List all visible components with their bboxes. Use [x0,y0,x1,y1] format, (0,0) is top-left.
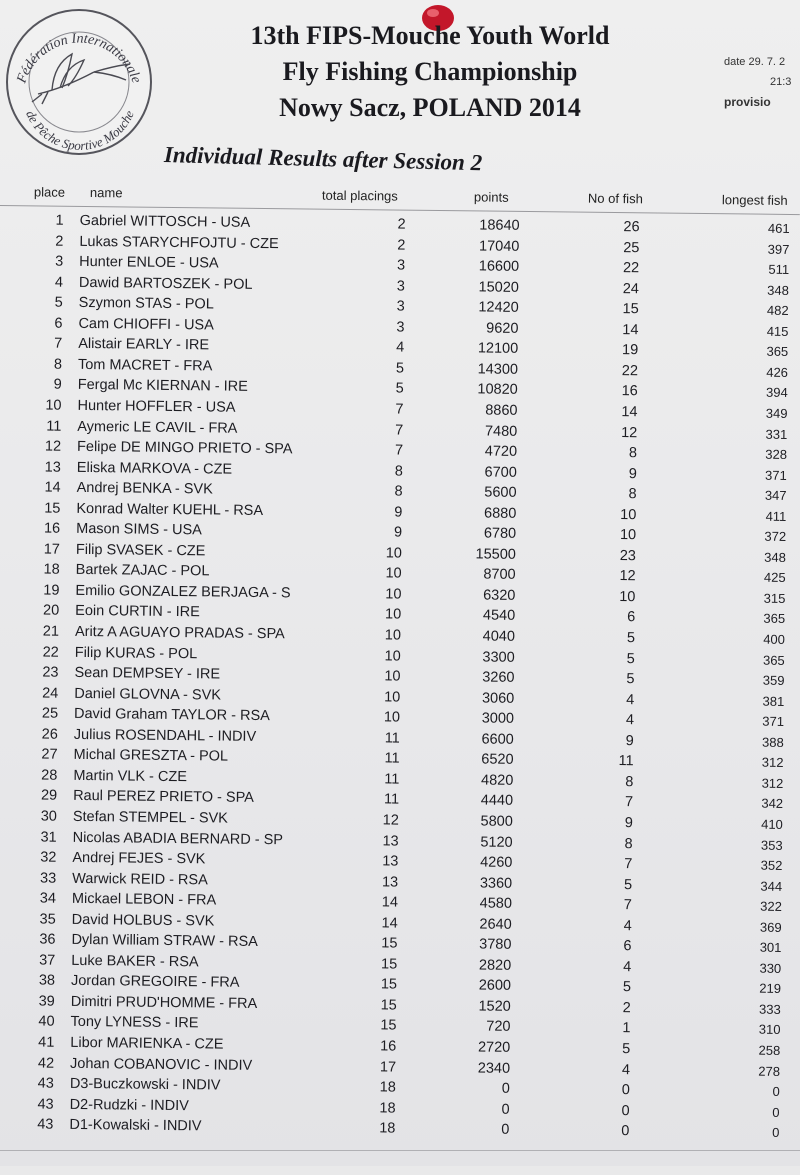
column-header-longest-fish: longest fish [721,192,788,208]
name-cell: Sean DEMPSEY - IRE [74,664,221,683]
name-cell: Fergal Mc KIERNAN - IRE [77,377,248,396]
longest-fish-cell: 353 [760,837,783,853]
longest-fish-cell: 365 [762,652,785,668]
longest-fish-cell: 371 [765,467,787,483]
total-placings-cell: 11 [384,730,400,747]
points-cell: 2640 [479,916,512,933]
place-cell: 9 [53,377,62,394]
name-cell: Cam CHIOFFI - USA [78,315,214,334]
points-cell: 6780 [483,525,517,543]
longest-fish-cell: 0 [772,1083,780,1099]
longest-fish-cell: 219 [759,981,782,997]
longest-fish-cell: 371 [762,713,785,730]
total-placings-cell: 10 [384,647,401,665]
name-cell: Tom MACRET - FRA [77,356,213,375]
fish-count-cell: 6 [627,609,636,626]
total-placings-cell: 14 [381,915,398,932]
fish-count-cell: 4 [623,958,632,976]
total-placings-cell: 2 [397,216,406,233]
fish-count-cell: 2 [622,1000,631,1017]
place-cell: 10 [45,397,62,414]
points-cell: 0 [501,1080,510,1097]
longest-fish-cell: 312 [761,754,784,771]
longest-fish-cell: 411 [765,508,787,524]
place-cell: 3 [55,253,64,270]
provisional-status: provisio [724,95,771,109]
total-placings-cell: 10 [385,586,402,603]
fish-count-cell: 4 [625,712,635,729]
name-cell: Michal GRESZTA - POL [73,747,229,765]
longest-fish-cell: 315 [763,590,786,606]
fish-count-cell: 8 [628,486,637,503]
name-cell: Julius ROSENDAHL - INDIV [73,726,257,745]
place-cell: 31 [40,829,57,846]
fish-count-cell: 4 [623,917,632,934]
fish-count-cell: 5 [626,671,635,688]
total-placings-cell: 15 [381,935,398,952]
longest-fish-cell: 394 [765,385,788,401]
total-placings-cell: 10 [384,689,401,706]
longest-fish-cell: 359 [762,672,785,689]
points-cell: 14300 [477,361,519,378]
name-cell: Alistair EARLY - IRE [78,336,210,354]
points-cell: 8860 [485,402,518,419]
name-cell: Filip SVASEK - CZE [75,541,206,560]
total-placings-cell: 10 [384,606,402,624]
total-placings-cell: 13 [381,873,399,891]
fish-count-cell: 9 [624,815,633,832]
points-cell: 4540 [482,607,516,625]
longest-fish-cell: 312 [761,775,784,791]
fish-count-cell: 9 [625,732,634,749]
points-cell: 4580 [479,895,513,912]
name-cell: Gabriel WITTOSCH - USA [79,212,251,231]
fish-count-cell: 1 [622,1020,631,1037]
fish-count-cell: 0 [621,1123,630,1140]
longest-fish-cell: 397 [767,241,790,257]
name-cell: Daniel GLOVNA - SVK [74,685,222,704]
name-cell: Martin VLK - CZE [73,767,188,786]
longest-fish-cell: 352 [760,857,783,873]
points-cell: 10820 [477,381,518,399]
place-cell: 6 [54,315,63,332]
place-cell: 38 [38,972,56,990]
total-placings-cell: 7 [395,401,404,418]
total-placings-cell: 10 [384,627,402,644]
name-cell: Szymon STAS - POL [78,295,214,313]
longest-fish-cell: 330 [759,960,782,976]
name-cell: Warwick REID - RSA [72,870,208,888]
fish-count-cell: 15 [622,301,639,318]
points-cell: 6320 [483,587,516,604]
place-cell: 26 [41,726,58,743]
points-cell: 3060 [481,690,515,707]
points-cell: 15500 [475,546,516,563]
total-placings-cell: 3 [396,278,406,295]
total-placings-cell: 9 [394,504,403,521]
longest-fish-cell: 347 [764,487,787,504]
fish-count-cell: 7 [624,856,633,873]
fish-count-cell: 5 [622,979,632,996]
place-cell: 29 [40,787,58,805]
points-cell: 3300 [482,649,515,666]
fish-count-cell: 7 [624,794,634,811]
fish-count-cell: 6 [623,938,632,955]
name-cell: Mason SIMS - USA [76,521,202,539]
place-cell: 14 [44,479,61,496]
fish-count-cell: 25 [623,239,640,256]
place-cell: 1 [55,212,64,229]
name-cell: Stefan STEMPEL - SVK [72,808,228,827]
place-cell: 17 [43,541,61,558]
place-cell: 34 [39,890,57,907]
column-header-no-of-fish: No of fish [587,190,643,207]
fish-count-cell: 10 [619,527,637,544]
place-cell: 43 [37,1075,54,1092]
longest-fish-cell: 342 [761,796,784,812]
longest-fish-cell: 426 [766,364,789,380]
longest-fish-cell: 381 [762,693,785,709]
points-cell: 2600 [478,977,512,995]
name-cell: Eliska MARKOVA - CZE [76,459,233,478]
seal-text-bottom: de Pêche Sportive Mouche [23,108,137,154]
longest-fish-cell: 400 [763,631,786,647]
points-cell: 6520 [481,751,514,769]
points-cell: 5120 [480,833,513,851]
points-cell: 4040 [482,628,516,645]
name-cell: Jordan GREGOIRE - FRA [70,973,240,992]
points-cell: 4260 [480,854,513,871]
place-cell: 5 [54,294,63,311]
name-cell: Filip KURAS - POL [74,644,198,662]
name-cell: Libor MARIENKA - CZE [70,1034,224,1053]
longest-fish-cell: 0 [772,1104,780,1120]
fish-count-cell: 0 [621,1082,630,1099]
column-header-points: points [473,189,509,205]
longest-fish-cell: 278 [758,1063,781,1079]
fish-count-cell: 23 [619,547,636,565]
points-cell: 3780 [479,936,512,954]
place-cell: 41 [38,1034,55,1051]
place-cell: 43 [37,1116,54,1133]
place-cell: 18 [43,561,60,579]
column-header-place: place [33,184,66,200]
fish-count-cell: 8 [624,835,633,852]
total-placings-cell: 7 [395,421,404,439]
points-cell: 0 [501,1101,510,1118]
total-placings-cell: 9 [393,524,403,541]
fish-count-cell: 14 [622,321,639,339]
name-cell: Emilio GONZALEZ BERJAGA - S [75,582,291,602]
longest-fish-cell: 328 [765,446,788,462]
total-placings-cell: 18 [379,1120,396,1137]
points-cell: 5600 [484,484,517,502]
total-placings-cell: 15 [380,997,397,1014]
total-placings-cell: 10 [383,709,401,726]
place-cell: 40 [38,1013,55,1031]
longest-fish-cell: 388 [761,734,784,750]
place-cell: 23 [42,664,59,681]
points-cell: 2340 [477,1060,511,1077]
name-cell: Eoin CURTIN - IRE [75,603,200,621]
points-cell: 0 [501,1121,510,1139]
fish-count-cell: 26 [623,219,640,236]
column-header-total-placings: total placings [321,187,398,204]
total-placings-cell: 5 [395,360,405,377]
name-cell: Dylan William STRAW - RSA [71,932,258,951]
place-cell: 24 [42,685,59,702]
place-cell: 13 [44,459,61,476]
total-placings-cell: 3 [396,257,406,274]
place-cell: 19 [43,582,60,599]
fish-count-cell: 22 [622,260,640,277]
points-cell: 3360 [479,875,513,892]
name-cell: D1-Kowalski - INDIV [69,1117,202,1135]
total-placings-cell: 10 [385,545,402,562]
longest-fish-cell: 365 [766,344,789,360]
longest-fish-cell: 333 [758,1001,781,1017]
place-cell: 12 [44,438,62,455]
total-placings-cell: 11 [384,771,400,788]
fish-count-cell: 8 [628,445,638,462]
total-placings-cell: 7 [394,442,404,459]
place-cell: 4 [54,274,64,291]
fish-count-cell: 0 [621,1102,630,1119]
longest-fish-cell: 415 [766,323,789,339]
longest-fish-cell: 348 [764,549,786,565]
place-cell: 30 [40,808,57,825]
total-placings-cell: 8 [394,463,403,480]
name-cell: Aritz A AGUAYO PRADAS - SPA [74,623,285,643]
place-cell: 11 [46,418,62,435]
name-cell: Mickael LEBON - FRA [71,891,217,909]
longest-fish-cell: 461 [767,220,790,236]
print-date: date 29. 7. 2 [724,56,786,68]
place-cell: 22 [42,644,59,661]
points-cell: 3000 [481,710,515,728]
place-cell: 32 [40,849,57,866]
name-cell: Andrej BENKA - SVK [76,480,213,498]
name-cell: David Graham TAYLOR - RSA [73,706,270,725]
total-placings-cell: 11 [384,750,400,767]
longest-fish-cell: 425 [763,570,786,586]
results-subtitle: Individual Results after Session 2 [163,142,483,176]
points-cell: 8700 [483,566,516,584]
longest-fish-cell: 349 [765,405,788,421]
name-cell: Nicolas ABADIA BERNARD - SP [72,829,284,848]
points-cell: 5800 [480,813,513,830]
total-placings-cell: 12 [382,812,399,829]
place-cell: 43 [37,1096,54,1113]
total-placings-cell: 2 [397,237,406,254]
points-cell: 9620 [486,320,519,337]
place-cell: 2 [55,233,64,250]
place-cell: 21 [42,623,60,640]
place-cell: 25 [41,705,59,722]
column-header-name: name [89,185,123,201]
points-cell: 6880 [484,505,517,522]
name-cell: Aymeric LE CAVIL - FRA [77,418,238,437]
fish-count-cell: 5 [626,650,635,667]
seal-text-top: Fédération Internationale [14,31,144,86]
name-cell: Dawid BARTOSZEK - POL [78,274,253,293]
total-placings-cell: 13 [382,832,399,850]
points-cell: 15020 [478,279,520,296]
longest-fish-cell: 331 [765,426,788,442]
longest-fish-cell: 0 [772,1125,780,1141]
longest-fish-cell: 344 [760,878,783,894]
place-cell: 16 [43,520,61,537]
name-cell: D3-Buczkowski - INDIV [69,1075,221,1094]
total-placings-cell: 18 [379,1100,396,1117]
points-cell: 2820 [478,957,512,974]
fish-count-cell: 24 [622,280,640,297]
place-cell: 8 [53,356,63,373]
total-placings-cell: 15 [380,1017,397,1034]
longest-fish-cell: 310 [758,1022,781,1038]
place-cell: 27 [41,746,58,763]
points-cell: 6600 [481,731,514,748]
points-cell: 720 [486,1019,511,1036]
fish-count-cell: 4 [626,691,635,708]
fish-count-cell: 12 [621,424,638,441]
name-cell: Johan COBANOVIC - INDIV [70,1055,253,1074]
longest-fish-cell: 348 [767,282,790,298]
longest-fish-cell: 410 [761,816,783,832]
name-cell: Bartek ZAJAC - POL [75,562,210,580]
points-cell: 7480 [484,423,518,440]
fish-count-cell: 14 [621,404,638,421]
points-cell: 2720 [477,1039,511,1056]
total-placings-cell: 11 [383,791,400,808]
points-cell: 17040 [478,237,520,255]
name-cell: Raul PEREZ PRIETO - SPA [73,788,254,807]
longest-fish-cell: 301 [759,939,782,956]
name-cell: Dimitri PRUD'HOMME - FRA [70,993,258,1012]
longest-fish-cell: 511 [768,261,790,278]
points-cell: 6700 [484,464,517,481]
title-line-2: Fly Fishing Championship [282,57,578,86]
longest-fish-cell: 322 [760,898,783,915]
place-cell: 37 [39,952,56,969]
total-placings-cell: 16 [380,1038,397,1055]
points-cell: 4440 [480,792,514,810]
longest-fish-cell: 258 [758,1042,781,1058]
place-cell: 35 [39,911,56,928]
place-cell: 15 [44,500,61,517]
name-cell: David HOLBUS - SVK [71,911,215,930]
place-cell: 39 [38,993,55,1010]
total-placings-cell: 18 [379,1079,396,1096]
fish-count-cell: 9 [628,465,637,482]
points-cell: 18640 [479,217,520,234]
print-time: 21:3 [770,76,792,88]
name-cell: D2-Rudzki - INDIV [69,1096,189,1114]
fish-count-cell: 19 [621,342,639,359]
total-placings-cell: 10 [384,668,401,685]
name-cell: Lukas STARYCHFOJTU - CZE [79,233,279,252]
name-cell: Hunter ENLOE - USA [79,253,219,272]
fish-count-cell: 5 [622,1041,631,1058]
points-cell: 4720 [484,443,518,460]
place-cell: 36 [39,931,56,948]
bottom-divider [0,1150,800,1151]
points-cell: 3260 [482,669,515,686]
total-placings-cell: 8 [394,483,403,500]
total-placings-cell: 3 [396,298,405,315]
name-cell: Andrej FEJES - SVK [72,849,206,868]
fish-count-cell: 7 [623,897,633,914]
fish-count-cell: 11 [618,753,634,770]
fish-count-cell: 16 [621,383,638,400]
total-placings-cell: 14 [381,894,399,911]
longest-fish-cell: 365 [763,611,786,627]
total-placings-cell: 10 [385,565,402,582]
name-cell: Hunter HOFFLER - USA [77,397,236,416]
points-cell: 1520 [478,998,511,1015]
title-line-3: Nowy Sacz, POLAND 2014 [279,93,581,122]
name-cell: Felipe DE MINGO PRIETO - SPA [76,438,293,458]
fish-count-cell: 10 [619,588,636,606]
place-cell: 7 [54,335,63,353]
total-placings-cell: 15 [380,976,398,993]
points-cell: 12100 [477,340,519,358]
fish-count-cell: 12 [619,568,636,585]
total-placings-cell: 15 [381,956,398,973]
total-placings-cell: 5 [395,380,404,397]
fish-count-cell: 5 [623,876,633,893]
points-cell: 12420 [478,299,519,317]
total-placings-cell: 3 [396,319,405,336]
name-cell: Luke BAKER - RSA [71,952,199,971]
fish-count-cell: 22 [621,362,639,380]
place-cell: 42 [37,1055,55,1072]
name-cell: Tony LYNESS - IRE [70,1014,199,1032]
longest-fish-cell: 372 [764,528,787,545]
title-line-1: 13th FIPS-Mouche Youth World [250,21,610,50]
fish-count-cell: 8 [625,773,634,791]
points-cell: 4820 [480,772,514,789]
total-placings-cell: 13 [382,853,399,870]
fish-count-cell: 10 [620,506,637,523]
name-cell: Konrad Walter KUEHL - RSA [76,500,264,519]
longest-fish-cell: 482 [766,302,789,319]
points-cell: 16600 [478,258,520,275]
fish-count-cell: 4 [621,1061,631,1078]
fish-count-cell: 5 [626,630,636,647]
place-cell: 33 [39,870,57,887]
place-cell: 28 [41,767,58,784]
longest-fish-cell: 369 [759,919,782,935]
total-placings-cell: 4 [396,339,405,356]
place-cell: 20 [42,602,60,620]
total-placings-cell: 17 [379,1058,397,1076]
